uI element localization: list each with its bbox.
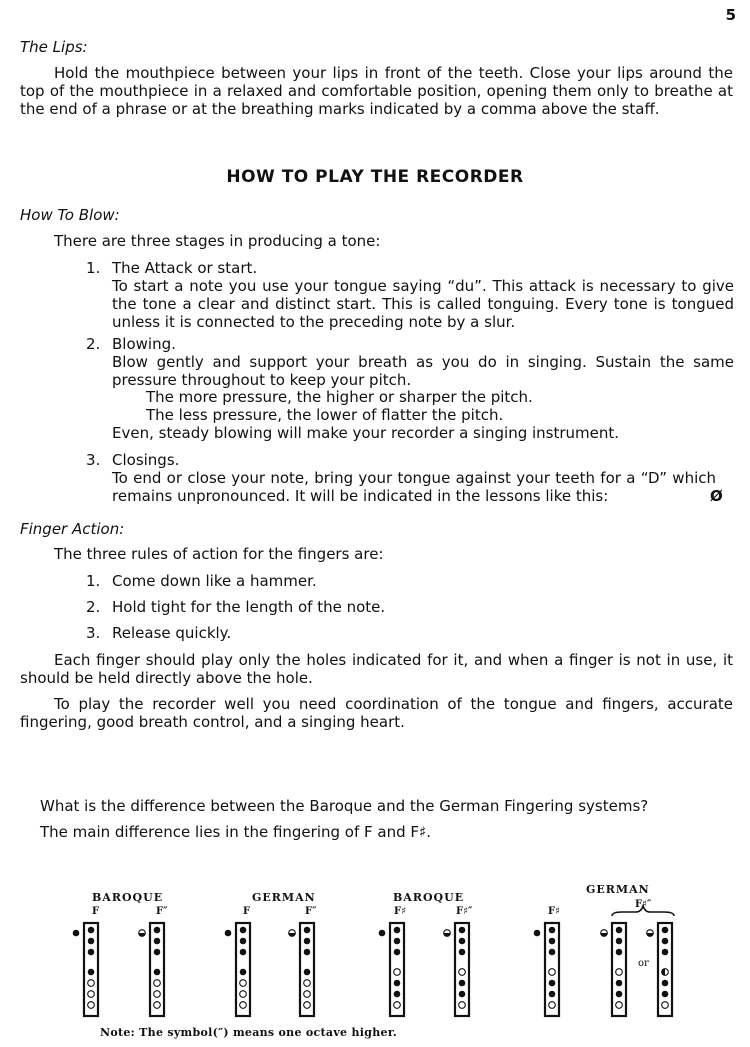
blow-item-2-line-b: The less pressure, the lower of flatter the pitch.	[146, 406, 504, 424]
lips-heading: The Lips:	[20, 38, 88, 56]
blow-item-3-title: Closings.	[112, 451, 180, 469]
hole-open	[616, 1002, 623, 1009]
blow-item-1-text: To start a note you use your tongue saying “du”. This attack is necessary to give the tone a clear and distinct start. This is called tonguing. Every tone is tongued unless it is connected to the preceding note by a slur.	[112, 277, 734, 331]
hole-closed	[549, 927, 556, 934]
hole-open	[304, 991, 311, 998]
hole-closed	[304, 969, 311, 976]
blow-item-2-line-c: Even, steady blowing will make your recorder a singing instrument.	[112, 424, 620, 442]
octave-note: Note: The symbol(″) means one octave higher.	[100, 1026, 398, 1039]
hole-closed	[304, 938, 311, 945]
hole-open	[304, 1002, 311, 1009]
finger-rule-2-text: Hold tight for the length of the note.	[112, 598, 386, 616]
note-label-3: F	[243, 906, 251, 917]
hole-closed	[88, 938, 95, 945]
blow-item-2-title: Blowing.	[112, 335, 176, 353]
hole-closed	[549, 980, 556, 987]
note-label-2: F″	[156, 906, 168, 917]
hole-closed	[549, 949, 556, 956]
finger-rule-3-text: Release quickly.	[112, 624, 232, 642]
hole-closed	[88, 949, 95, 956]
page-title: HOW TO PLAY THE RECORDER	[226, 167, 524, 187]
note-label-1: F	[92, 906, 100, 917]
hole-open	[240, 991, 247, 998]
thumb-hole-filled	[73, 930, 80, 937]
closing-symbol: Ø	[710, 487, 723, 505]
hole-closed	[304, 927, 311, 934]
note-label-6: F♯″	[456, 906, 473, 917]
hole-closed	[459, 949, 466, 956]
hole-closed	[549, 938, 556, 945]
hole-open	[394, 969, 401, 976]
hole-closed	[304, 949, 311, 956]
hole-closed	[394, 980, 401, 987]
hole-open	[88, 991, 95, 998]
blow-item-3-number: 3.	[86, 451, 101, 469]
hole-open	[459, 1002, 466, 1009]
hole-open	[662, 1002, 669, 1009]
hole-closed	[459, 938, 466, 945]
blow-item-1-title: The Attack or start.	[112, 259, 258, 277]
finger-rule-1-number: 1.	[86, 572, 101, 590]
hole-closed	[154, 949, 161, 956]
hole-open	[394, 1002, 401, 1009]
hole-closed	[154, 969, 161, 976]
group-label-german-f: GERMAN	[252, 891, 316, 904]
hole-closed	[616, 927, 623, 934]
hole-closed	[240, 969, 247, 976]
group-label-baroque-fsharp: BAROQUE	[393, 891, 465, 904]
note-label-5: F♯	[394, 906, 406, 917]
or-label: or	[638, 958, 649, 969]
hole-open	[304, 980, 311, 987]
hole-open	[549, 969, 556, 976]
finger-rule-3-number: 3.	[86, 624, 101, 642]
hole-closed	[662, 991, 669, 998]
page-number: 5	[725, 6, 736, 24]
hole-closed	[88, 927, 95, 934]
thumb-hole-filled	[225, 930, 232, 937]
hole-closed	[394, 949, 401, 956]
brace-icon	[612, 906, 674, 916]
group-label-baroque-f: BAROQUE	[92, 891, 164, 904]
hole-closed	[616, 991, 623, 998]
hole-open	[240, 980, 247, 987]
note-label-8: F♯″	[635, 899, 652, 910]
hole-open	[154, 991, 161, 998]
blow-item-1-number: 1.	[86, 259, 101, 277]
hole-open	[240, 1002, 247, 1009]
blow-intro: There are three stages in producing a tone:	[54, 232, 381, 250]
blow-item-3-text: To end or close your note, bring your tongue against your teeth for a “D” which remains unpronounced. It will be indicated in the lessons like this:	[112, 469, 716, 505]
blow-item-2-line-a: The more pressure, the higher or sharper the pitch.	[146, 388, 533, 406]
hole-closed	[394, 927, 401, 934]
blow-heading: How To Blow:	[20, 206, 120, 224]
finger-paragraph-2: To play the recorder well you need coordination of the tongue and fingers, accurate fingering, good breath control, and a singing heart.	[20, 695, 733, 731]
hole-closed	[88, 969, 95, 976]
hole-open	[88, 1002, 95, 1009]
hole-closed	[549, 991, 556, 998]
hole-open	[459, 969, 466, 976]
hole-closed	[662, 927, 669, 934]
note-label-7: F♯	[548, 906, 560, 917]
note-label-4: F″	[305, 906, 317, 917]
hole-closed	[459, 980, 466, 987]
hole-open	[154, 980, 161, 987]
lips-text: Hold the mouthpiece between your lips in front of the teeth. Close your lips around the top of the mouthpiece in a relaxed and comfortable position, opening them only to breathe at the end of a phrase or at the breathing marks indicated by a comma above the staff.	[20, 64, 733, 118]
hole-open	[154, 1002, 161, 1009]
finger-paragraph-1: Each finger should play only the holes indicated for it, and when a finger is not in use, it should be held directly above the hole.	[20, 651, 733, 687]
finger-rule-1-text: Come down like a hammer.	[112, 572, 317, 590]
hole-open	[549, 1002, 556, 1009]
hole-closed	[616, 938, 623, 945]
hole-open	[616, 969, 623, 976]
hole-closed	[616, 949, 623, 956]
hole-closed	[240, 949, 247, 956]
hole-closed	[240, 927, 247, 934]
fingering-question: What is the difference between the Baroque and the German Fingering systems?	[40, 797, 649, 815]
hole-closed	[240, 938, 247, 945]
hole-closed	[662, 980, 669, 987]
hole-closed	[662, 938, 669, 945]
finger-rule-2-number: 2.	[86, 598, 101, 616]
thumb-hole-filled	[534, 930, 541, 937]
blow-item-2-text: Blow gently and support your breath as you do in singing. Sustain the same pressure throughout to keep your pitch.	[112, 353, 734, 389]
group-label-german-fsharp: GERMAN	[586, 883, 650, 896]
thumb-hole-filled	[379, 930, 386, 937]
finger-intro: The three rules of action for the fingers are:	[54, 545, 384, 563]
blow-item-2-number: 2.	[86, 335, 101, 353]
hole-closed	[459, 927, 466, 934]
hole-open	[88, 980, 95, 987]
fingering-answer: The main difference lies in the fingering of F and F♯.	[40, 823, 432, 841]
hole-closed	[616, 980, 623, 987]
hole-closed	[394, 991, 401, 998]
hole-closed	[662, 949, 669, 956]
hole-closed	[154, 927, 161, 934]
hole-closed	[394, 938, 401, 945]
hole-closed	[459, 991, 466, 998]
hole-closed	[154, 938, 161, 945]
finger-heading: Finger Action:	[20, 520, 125, 538]
